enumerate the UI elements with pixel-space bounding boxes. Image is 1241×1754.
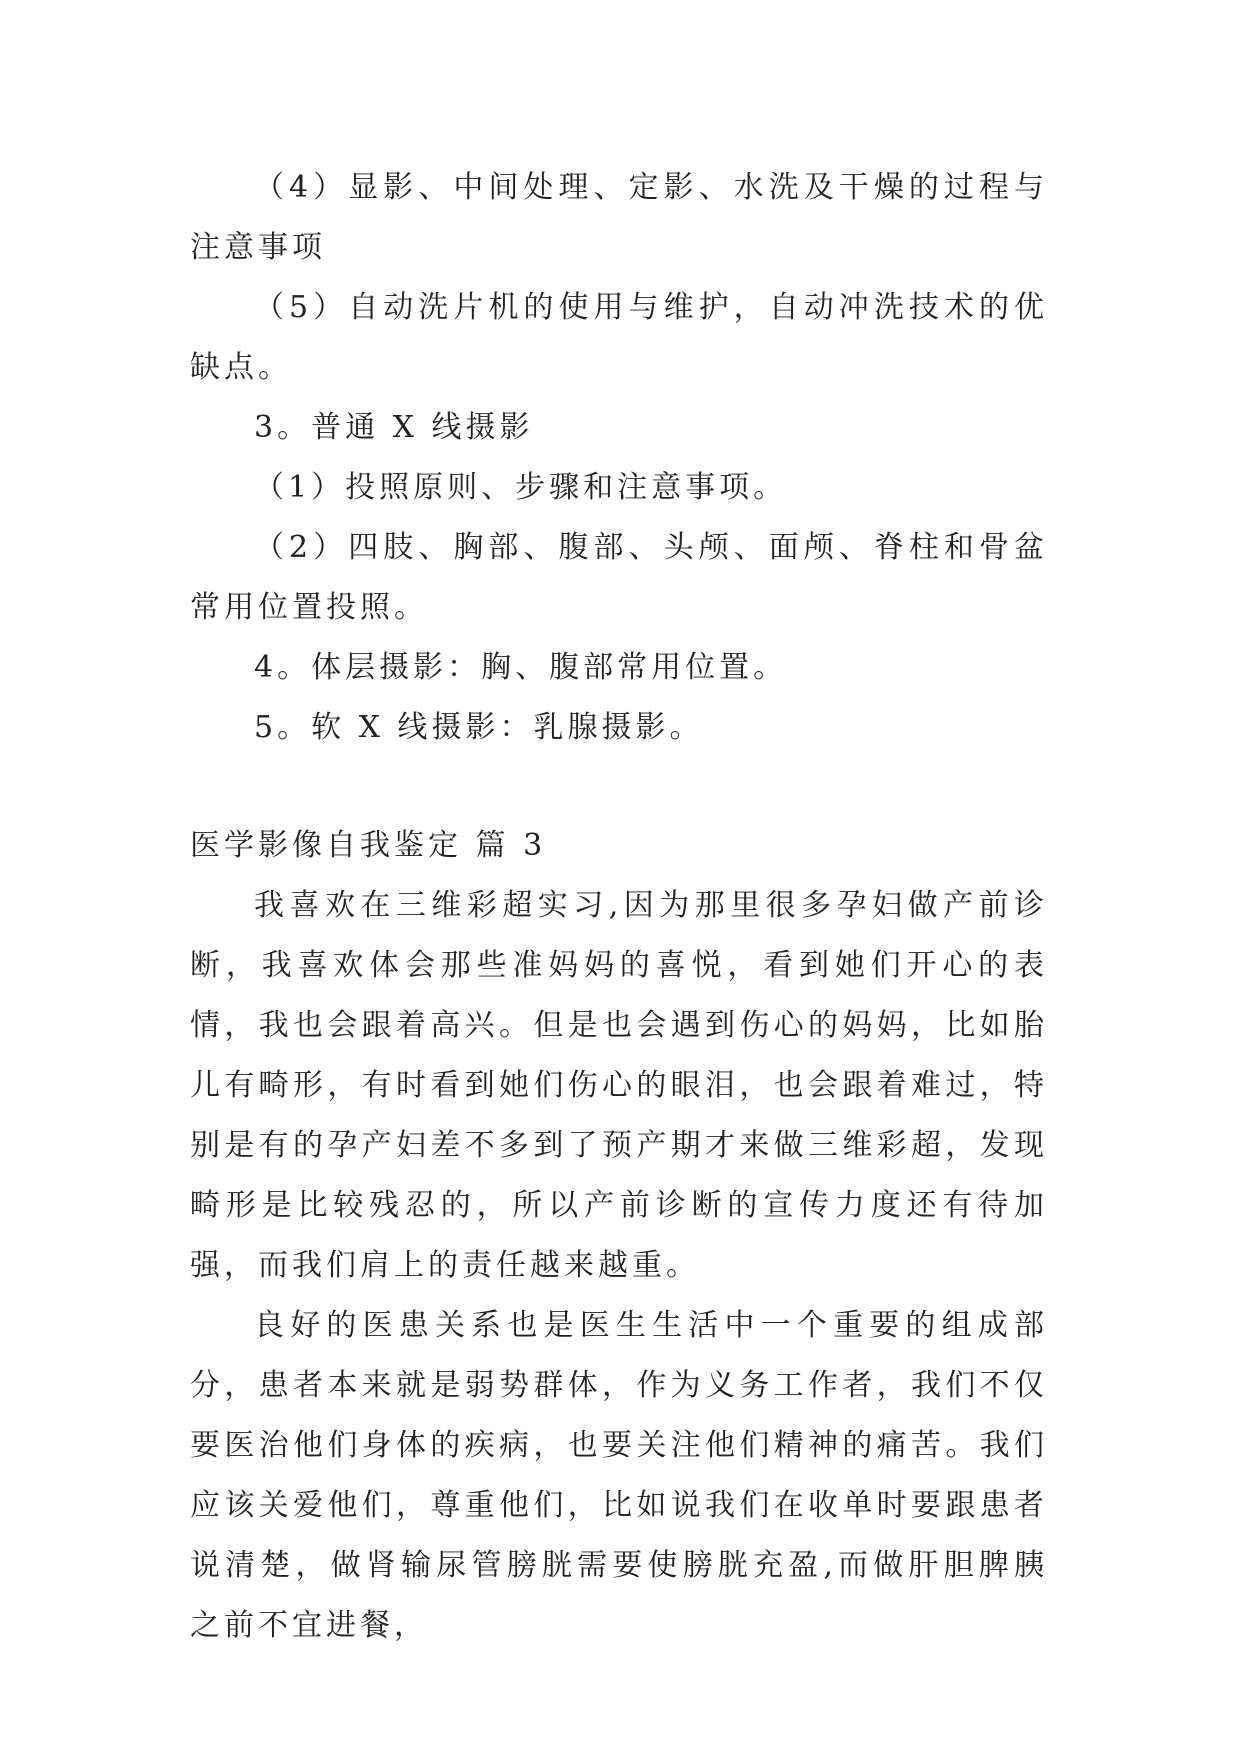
paragraph-item-5: （5）自动洗片机的使用与维护，自动冲洗技术的优缺点。 [190, 290, 1048, 385]
paragraph-item-4: （4）显影、中间处理、定影、水洗及干燥的过程与注意事项 [190, 170, 1048, 265]
section-title: 医学影像自我鉴定 篇 3 [190, 828, 547, 863]
paragraph-body-1: 我喜欢在三维彩超实习,因为那里很多孕妇做产前诊断，我喜欢体会那些准妈妈的喜悦，看到她们开心的表情，我也会跟着高兴。但是也会遇到伤心的妈妈，比如胎儿有畸形，有时看到她们伤心的眼泪，也会跟着难过，特别是有的孕产妇差不多到了预产期才来做三维彩超，发现畸形是比较残忍的，所以产前诊断的宣传力度还有待加强，而我们肩上的责任越来越重。 [190, 888, 1048, 1283]
document-content [190, 158, 1048, 1656]
paragraph-item-2: （2）四肢、胸部、腹部、头颅、面颅、脊柱和骨盆常用位置投照。 [190, 530, 1048, 625]
heading-4-tomography: 4。体层摄影：胸、腹部常用位置。 [254, 650, 788, 685]
heading-3-plain-xray: 3。普通 X 线摄影 [254, 410, 534, 445]
paragraph-body-2: 良好的医患关系也是医生生活中一个重要的组成部分，患者本来就是弱势群体，作为义务工作者，我们不仅要医治他们身体的疾病，也要关注他们精神的痛苦。我们应该关爱他们，尊重他们，比如说我们在收单时要跟患者说清楚，做肾输尿管膀胱需要使膀胱充盈,而做肝胆脾胰之前不宜进餐， [190, 1308, 1048, 1643]
paragraph-item-1: （1）投照原则、步骤和注意事项。 [254, 470, 788, 505]
heading-5-soft-xray: 5。软 X 线摄影：乳腺摄影。 [254, 710, 704, 745]
